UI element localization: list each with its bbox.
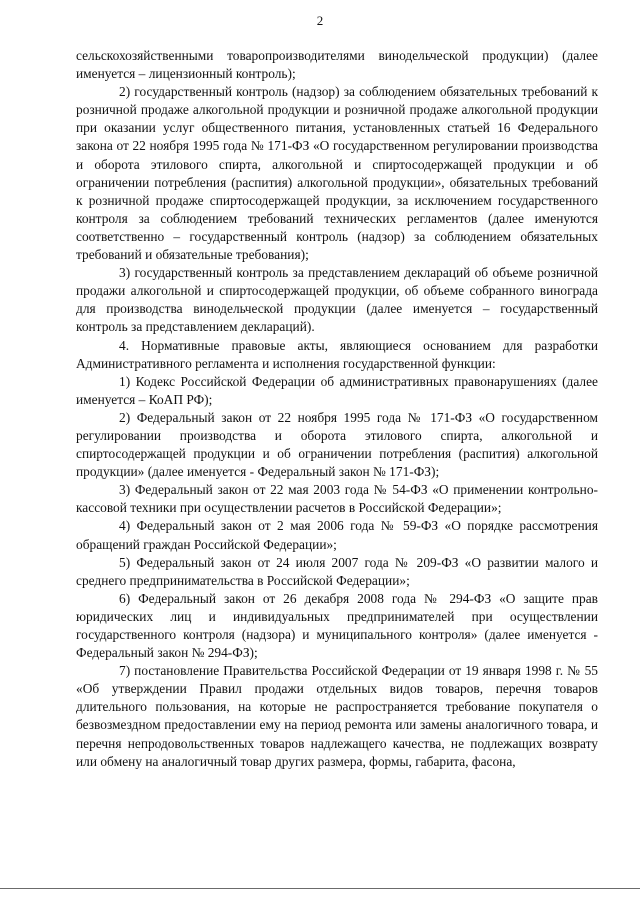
paragraph-act-2-law-171: 2) Федеральный закон от 22 ноября 1995 года № 171-ФЗ «О государственном регулировании производства и оборота этилового спирта, алкогольной и спиртосодержащей продукции и об ограничении потребления (распития) алкогольной продукции» (далее именуется - Федеральный закон № 171-ФЗ); bbox=[76, 409, 598, 480]
paragraph-item-2-state-control: 2) государственный контроль (надзор) за соблюдением обязательных требований к розничной продаже алкогольной продукции и розничной продаже алкогольной продукции при оказании услуг общественного питания, установленных статьей 16 Федерального закона от 22 ноября 1995 года № 171-ФЗ «О государственном регулировании производства и оборота этилового спирта, алкогольной и спиртосодержащей продукции и об ограничении потребления (распития) алкогольной продукции», обязательных требований к розничной продаже спиртосодержащей продукции, за исключением государственного контроля за соблюдением требований технических регламентов (далее именуются соответственно – государственный контроль (надзор) за соблюдением обязательных требований и обязательные требования); bbox=[76, 84, 598, 263]
paragraph-act-4-law-59: 4) Федеральный закон от 2 мая 2006 года № 59-ФЗ «О порядке рассмотрения обращений граждан Российской Федерации»; bbox=[76, 518, 598, 552]
paragraph-act-1-koap: 1) Кодекс Российской Федерации об административных правонарушениях (далее именуется – КоАП РФ); bbox=[76, 373, 598, 407]
paragraph-act-5-law-209: 5) Федеральный закон от 24 июля 2007 года № 209-ФЗ «О развитии малого и среднего предпринимательства в Российской Федерации»; bbox=[76, 554, 598, 588]
footer-divider bbox=[0, 888, 640, 889]
paragraph-act-7-resolution-55: 7) постановление Правительства Российской Федерации от 19 января 1998 г. № 55 «Об утверждении Правил продажи отдельных видов товаров, перечня товаров длительного пользования, на которые не распространяется требование покупателя о безвозмездном предоставлении ему на период ремонта или замены аналогичного товара, и перечня непродовольственных товаров надлежащего качества, не подлежащих возврату или обмену на аналогичный товар других размера, формы, габарита, фасона, bbox=[76, 663, 598, 769]
paragraph-continuation: сельскохозяйственными товаропроизводителями винодельческой продукции) (далее именуется – лицензионный контроль); bbox=[76, 48, 598, 82]
paragraph-act-6-law-294: 6) Федеральный закон от 26 декабря 2008 года № 294-ФЗ «О защите прав юридических лиц и индивидуальных предпринимателей при осуществлении государственного контроля (надзора) и муниципального контроля» (далее именуется - Федеральный закон № 294-ФЗ); bbox=[76, 590, 598, 661]
paragraph-section-4-legal-acts: 4. Нормативные правовые акты, являющиеся основанием для разработки Административного регламента и исполнения государственной функции: bbox=[76, 337, 598, 371]
page-number: 2 bbox=[316, 13, 324, 28]
paragraph-act-3-law-54: 3) Федеральный закон от 22 мая 2003 года № 54-ФЗ «О применении контрольно-кассовой техники при осуществлении расчетов в Российской Федерации»; bbox=[76, 482, 598, 516]
paragraph-item-3-declarations-control: 3) государственный контроль за представлением деклараций об объеме розничной продажи алкогольной и спиртосодержащей продукции, об объеме собранного винограда для производства винодельческой продукции (далее именуется – государственный контроль за представлением деклараций). bbox=[76, 265, 598, 335]
document-body bbox=[76, 47, 598, 771]
